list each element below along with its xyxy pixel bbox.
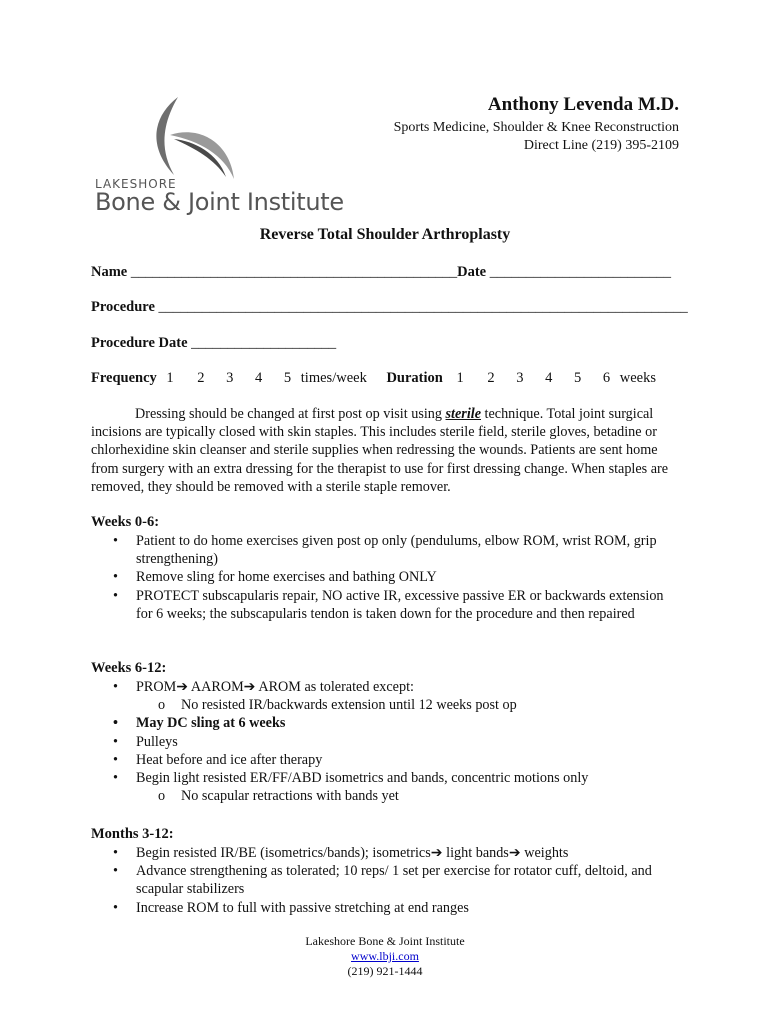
list-item: • Begin resisted IR/BE (isometrics/bands); isometrics➔ light bands➔ weights: [113, 845, 569, 861]
name-date-row: [91, 264, 671, 281]
duration-option[interactable]: 4: [545, 370, 553, 386]
list-item: • Advance strengthening as tolerated; 10 reps/ 1 set per exercise for rotator cuff, deltoid, and scapular stabilizers: [113, 863, 652, 898]
duration-label: Duration: [386, 370, 443, 386]
list-item: • Begin light resisted ER/FF/ABD isometrics and bands, concentric motions only: [113, 770, 589, 787]
bullet-icon: •: [113, 733, 118, 750]
procedure-row: [91, 299, 688, 316]
list-item: • Pulleys: [113, 733, 178, 750]
list-item: • Increase ROM to full with passive stretching at end ranges: [113, 899, 469, 916]
duration-unit: weeks: [619, 370, 656, 386]
section-heading: Weeks 6-12:: [91, 660, 167, 676]
footer: [0, 934, 770, 979]
frequency-option[interactable]: 5: [283, 370, 292, 386]
bullet-icon: •: [113, 863, 118, 880]
bullet-icon: •: [113, 715, 118, 732]
section-list: [91, 532, 681, 623]
bullet-icon: •: [113, 533, 118, 549]
swoosh-logo-icon: [130, 95, 240, 185]
date-label: Date: [457, 264, 487, 280]
procedure-date-field[interactable]: ____________________: [191, 335, 337, 351]
name-field[interactable]: _____________________________________________: [130, 264, 458, 280]
duration-option[interactable]: 3: [516, 370, 524, 386]
list-item: • Patient to do home exercises given post op only (pendulums, elbow ROM, wrist ROM, grip strengthening): [113, 533, 657, 568]
bullet-icon: •: [113, 899, 118, 916]
procedure-field[interactable]: _________________________________________________________________________: [158, 299, 688, 315]
footer-phone: (219) 921-1444: [347, 964, 423, 978]
frequency-option[interactable]: 1: [166, 370, 174, 386]
logo-text-lakeshore: LAKESHORE: [95, 177, 177, 191]
bullet-icon: •: [113, 679, 118, 695]
list-item: • PROM➔ AAROM➔ AROM as tolerated except:: [113, 679, 414, 695]
date-field[interactable]: _________________________: [489, 264, 671, 280]
section-heading: Months 3-12:: [91, 826, 174, 842]
bullet-icon: •: [113, 751, 118, 768]
doctor-direct-line: Direct Line (219) 395-2109: [523, 138, 679, 153]
procedure-date-row: [91, 335, 336, 352]
dressing-instructions-paragraph: [91, 405, 681, 496]
bullet-icon: •: [113, 569, 118, 586]
practice-logo: [95, 95, 370, 225]
section-list: [91, 678, 681, 805]
section-list: [91, 844, 681, 917]
frequency-option[interactable]: 4: [255, 370, 263, 386]
doctor-info: [394, 119, 679, 155]
intro-text: Dressing should be changed at first post op visit using: [135, 406, 446, 422]
doctor-specialty: Sports Medicine, Shoulder & Knee Reconstruction: [393, 120, 679, 135]
hollow-bullet-icon: o: [158, 697, 166, 714]
duration-option[interactable]: 6: [602, 370, 611, 386]
list-item: • Heat before and ice after therapy: [113, 751, 323, 768]
sub-list-item: o No resisted IR/backwards extension until 12 weeks post op: [158, 697, 517, 714]
document-title: Reverse Total Shoulder Arthroplasty: [259, 226, 511, 243]
sterile-emphasis: sterile: [445, 406, 481, 422]
list-item: • PROTECT subscapularis repair, NO active IR, excessive passive ER or backwards extension for 6 weeks; the subscapularis tendon is taken down for the procedure and then repaired: [113, 587, 664, 622]
frequency-option[interactable]: 3: [226, 370, 234, 386]
frequency-unit: times/week: [300, 370, 367, 386]
duration-option[interactable]: 2: [487, 370, 495, 386]
footer-website-link[interactable]: www.lbji.com: [351, 949, 419, 963]
hollow-bullet-icon: o: [158, 788, 166, 805]
bullet-icon: •: [113, 587, 118, 604]
list-item: • Remove sling for home exercises and bathing ONLY: [113, 569, 437, 586]
bullet-icon: •: [113, 845, 118, 861]
bullet-icon: •: [113, 770, 118, 787]
logo-text-institute: Bone & Joint Institute: [95, 188, 344, 216]
section-heading: Weeks 0-6:: [91, 514, 160, 530]
name-label: Name: [91, 264, 128, 280]
duration-option[interactable]: 5: [573, 370, 582, 386]
doctor-name: Anthony Levenda M.D.: [487, 94, 679, 115]
frequency-duration-row: [91, 370, 656, 387]
list-item: • May DC sling at 6 weeks: [113, 715, 286, 732]
procedure-label: Procedure: [91, 299, 155, 315]
intro-text: technique. Total joint surgical incisions are typically closed with skin staples. This includes sterile field, sterile gloves, betadine or chlorhexidine skin cleanser and sterile supplies when redressing the wounds. Patients are sent home from surgery with an extra dressing for the therapist to use for first dressing change. When staples are removed, they should be removed with a sterile staple remover.: [91, 406, 669, 495]
frequency-option[interactable]: 2: [197, 370, 205, 386]
frequency-label: Frequency: [91, 370, 157, 386]
footer-org: Lakeshore Bone & Joint Institute: [305, 934, 465, 948]
duration-option[interactable]: 1: [456, 370, 464, 386]
procedure-date-label: Procedure Date: [91, 335, 188, 351]
sub-list-item: o No scapular retractions with bands yet: [158, 788, 399, 805]
